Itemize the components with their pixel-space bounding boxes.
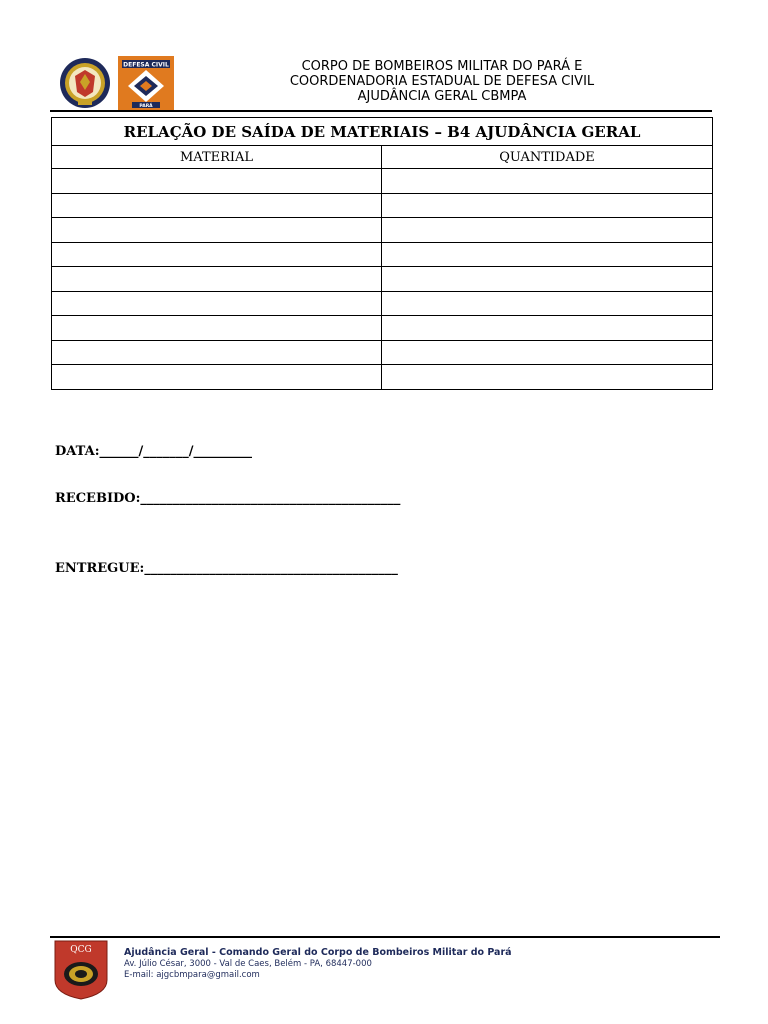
quantidade-cell[interactable]: [382, 218, 713, 243]
material-cell[interactable]: [52, 242, 382, 267]
defesa-logo-top-text: DEFESA CIVIL: [123, 61, 169, 69]
defesa-logo-bottom-text: PARÁ: [139, 104, 153, 109]
material-cell[interactable]: [52, 169, 382, 194]
material-cell[interactable]: [52, 291, 382, 316]
material-cell[interactable]: [52, 340, 382, 365]
quantidade-cell[interactable]: [382, 291, 713, 316]
table-row: [52, 340, 713, 365]
quantidade-cell[interactable]: [382, 242, 713, 267]
quantidade-cell[interactable]: [382, 365, 713, 390]
column-header-material: MATERIAL: [52, 146, 382, 169]
materials-table: [51, 117, 713, 390]
table-row: [52, 242, 713, 267]
defesa-civil-logo-icon: [118, 56, 174, 110]
table-row: [52, 267, 713, 292]
table-row: [52, 218, 713, 243]
header-title: [182, 59, 702, 104]
quantidade-cell[interactable]: [382, 169, 713, 194]
material-cell[interactable]: [52, 316, 382, 341]
material-cell[interactable]: [52, 267, 382, 292]
table-row: [52, 193, 713, 218]
table-row: [52, 365, 713, 390]
footer-address: Av. Júlio César, 3000 - Val de Caes, Belém - PA, 68447-000: [124, 959, 372, 969]
document-header: [52, 56, 712, 110]
quantidade-cell[interactable]: [382, 340, 713, 365]
table-row: [52, 291, 713, 316]
footer-contact: [124, 947, 512, 981]
entregue-field[interactable]: ENTREGUE:_______________________________________: [55, 561, 398, 576]
column-header-quantidade: QUANTIDADE: [382, 146, 713, 169]
header-divider: [50, 110, 712, 112]
qcg-badge-icon: [54, 940, 108, 1000]
quantidade-cell[interactable]: [382, 193, 713, 218]
material-cell[interactable]: [52, 365, 382, 390]
recebido-field[interactable]: RECEBIDO:________________________________________: [55, 491, 401, 506]
qcg-badge-text: QCG: [70, 945, 92, 955]
quantidade-cell[interactable]: [382, 316, 713, 341]
table-row: [52, 316, 713, 341]
header-line-3: AJUDÂNCIA GERAL CBMPA: [357, 89, 527, 104]
footer-org: Ajudância Geral - Comando Geral do Corpo de Bombeiros Militar do Pará: [124, 947, 512, 958]
form-title: RELAÇÃO DE SAÍDA DE MATERIAIS – B4 AJUDÂNCIA GERAL: [52, 118, 713, 146]
footer-divider: [50, 936, 720, 938]
table-row: [52, 169, 713, 194]
material-cell[interactable]: [52, 218, 382, 243]
material-cell[interactable]: [52, 193, 382, 218]
cbmpa-emblem-icon: [54, 56, 116, 110]
footer-email[interactable]: E-mail: ajgcbmpara@gmail.com: [124, 970, 260, 980]
header-line-1: CORPO DE BOMBEIROS MILITAR DO PARÁ E: [301, 59, 583, 74]
data-field[interactable]: DATA:______/_______/_________: [55, 444, 252, 459]
header-line-2: COORDENADORIA ESTADUAL DE DEFESA CIVIL: [289, 74, 595, 89]
quantidade-cell[interactable]: [382, 267, 713, 292]
